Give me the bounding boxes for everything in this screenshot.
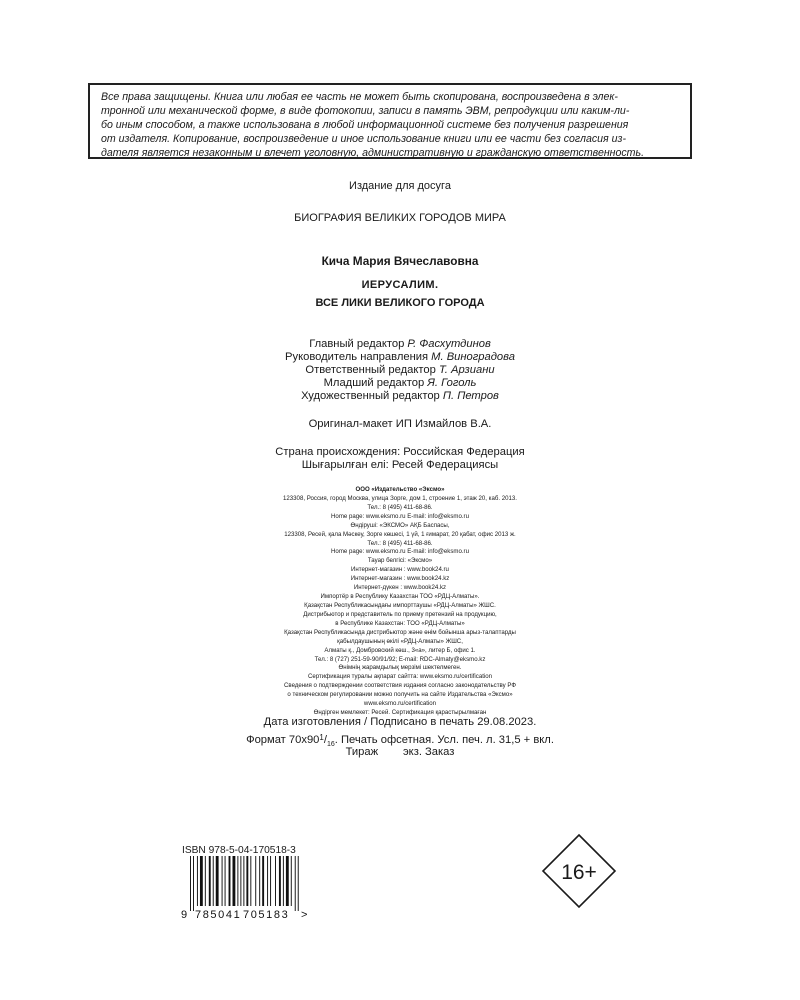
- barcode-digit: 9: [181, 909, 188, 920]
- barcode-bar: [229, 856, 231, 906]
- barcode-bar: [193, 856, 194, 911]
- book-title-line2: ВСЕ ЛИКИ ВЕЛИКОГО ГОРОДА: [315, 297, 485, 309]
- credit-line: [0, 377, 800, 390]
- barcode-bar: [209, 856, 211, 906]
- credit-person: Т. Арзиани: [438, 364, 495, 376]
- credit-role: Руководитель направления: [285, 351, 429, 363]
- barcode-bar: [216, 856, 219, 906]
- barcode-bar: [246, 856, 248, 906]
- format-details: . Печать офсетная. Усл. печ. л. 31,5 + вкл.: [334, 734, 554, 746]
- credit-line: [0, 390, 800, 403]
- format-fraction-numerator: 1: [319, 733, 324, 742]
- barcode-bar: [270, 856, 271, 906]
- imprint-line: Home page: www.eksmo.ru E-mail: info@eksmo.ru: [331, 512, 469, 520]
- print-run: Тираж экз. Заказ: [345, 746, 455, 758]
- barcode-bar: [298, 856, 299, 911]
- editorial-credits: [0, 338, 800, 403]
- barcode-bar: [225, 856, 226, 906]
- imprint-line: www.eksmo.ru/certification: [363, 700, 437, 708]
- credit-person: Я. Гоголь: [427, 377, 477, 389]
- credit-line: [0, 338, 800, 351]
- imprint-line: Home page: www.eksmo.ru E-mail: info@eksmo.ru: [331, 548, 469, 556]
- imprint-line: Импортёр в Республику Казахстан ТОО «РДЦ-Алматы».: [320, 593, 480, 601]
- country-of-origin-ru: Страна происхождения: Российская Федерация: [275, 446, 525, 458]
- publisher-imprint: [0, 486, 800, 718]
- imprint-line: Өнімнің жарамдылық мерзімі шектелмеген.: [338, 664, 462, 672]
- format-prefix: Формат 70х90: [246, 734, 320, 746]
- imprint-line: 123308, Ресей, қала Мәскеу, Зорге көшесі, 1 үй, 1 ғимарат, 20 қабат, офис 2013 ж.: [284, 530, 516, 538]
- credit-line: [0, 351, 800, 364]
- barcode-bar: [259, 856, 260, 906]
- age-rating-label: 16+: [561, 861, 597, 884]
- country-of-origin-kz: Шығарылған елі: Ресей Федерациясы: [301, 459, 499, 471]
- imprint-line: Алматы қ., Домбровский көш., 3«а», литер Б, офис 1.: [324, 646, 476, 654]
- format-fraction-denominator: 16: [326, 741, 335, 748]
- barcode-bar: [213, 856, 214, 906]
- imprint-line: ООО «Издательство «Эксмо»: [355, 486, 445, 493]
- credit-role: Младший редактор: [323, 377, 425, 389]
- barcode-bar: [233, 856, 236, 906]
- barcode-bar: [250, 856, 251, 906]
- imprint-line: Өндірген мемлекет: Ресей. Сертификация қарастырылмаған: [313, 709, 487, 717]
- credit-role: Ответственный редактор: [305, 364, 436, 376]
- imprint-line: Тел.: 8 (727) 251-59-90/91/92; E-mail: RDC-Almaty@eksmo.kz: [314, 655, 486, 663]
- author-name: Кича Мария Вячеславовна: [321, 254, 479, 268]
- edition-type: Издание для досуга: [349, 180, 451, 192]
- barcode-bar: [205, 856, 206, 906]
- barcode-digits-left: 785041: [195, 909, 242, 920]
- credit-role: Главный редактор: [309, 338, 405, 350]
- print-date: Дата изготовления / Подписано в печать 29.08.2023.: [263, 716, 537, 728]
- barcode-bar: [286, 856, 289, 906]
- barcode-bar: [237, 856, 238, 906]
- imprint-line: Тел.: 8 (495) 411-68-86.: [367, 503, 433, 511]
- book-title-line1: ИЕРУСАЛИМ.: [361, 279, 439, 291]
- barcode-bar: [200, 856, 203, 906]
- imprint-line: Сведения о подтверждении соответствия издания согласно законодательству РФ: [284, 682, 516, 690]
- credit-role: Художественный редактор: [301, 390, 440, 402]
- age-rating-badge: [541, 833, 617, 909]
- barcode-bar: [275, 856, 276, 906]
- barcode-bar: [279, 856, 281, 906]
- barcode-bar: [197, 856, 198, 906]
- imprint-line: в Республике Казахстан: ТОО «РДЦ-Алматы»: [335, 619, 465, 627]
- copyright-notice: [88, 83, 692, 159]
- imprint-line: о техническом регулировании можно получить на сайте Издательства «Эксмо»: [287, 691, 513, 699]
- isbn-number: ISBN 978-5-04-170518-3: [182, 845, 296, 856]
- barcode-bar: [295, 856, 296, 911]
- copyright-line: Все права защищены. Книга или любая ее часть не может быть скопирована, воспроизведена в элек-: [101, 91, 618, 103]
- barcode-arrow: >: [301, 909, 308, 920]
- imprint-line: Интернет-магазин : www.book24.kz: [350, 575, 450, 583]
- barcode-digits-right: 705183: [243, 909, 290, 920]
- print-format: Формат $70х90^1/_{16}$. Печать офсетная. Усл. печ. л. 31,5 + вкл.: [246, 733, 554, 748]
- barcode-bar: [262, 856, 264, 906]
- imprint-line: Қазақстан Республикасындағы импорттаушы «РДЦ-Алматы» ЖШС.: [304, 601, 496, 609]
- credit-person: П. Петров: [442, 390, 499, 402]
- credit-person: Р. Фасхутдинов: [407, 338, 491, 350]
- copyright-line: дателя является незаконным и влечет уголовную, административную и гражданскую ответственность.: [101, 147, 645, 160]
- barcode-bar: [283, 856, 284, 906]
- imprint-line: Интернет-дүкен : www.book24.kz: [353, 584, 447, 592]
- barcode-bar: [240, 856, 241, 906]
- credit-line: [0, 364, 800, 377]
- imprint-line: Тел.: 8 (495) 411-68-86.: [367, 539, 433, 547]
- imprint-line: 123308, Россия, город Москва, улица Зорге, дом 1, строение 1, этаж 20, каб. 2013.: [283, 494, 517, 502]
- layout-credit: Оригинал-макет ИП Измайлов В.А.: [308, 418, 492, 430]
- series-name: БИОГРАФИЯ ВЕЛИКИХ ГОРОДОВ МИРА: [294, 212, 506, 224]
- imprint-line: Өндіруші: «ЭКСМО» АҚБ Баспасы,: [350, 521, 450, 529]
- imprint-line: Қазақстан Республикасында дистрибьютор және өнім бойынша арыз-талаптарды: [284, 628, 516, 636]
- barcode-bar: [190, 856, 191, 911]
- barcode-bars: [190, 856, 299, 911]
- copyright-line: тронной или механической форме, в виде фотокопии, записи в память ЭВМ, репродукции или каким-ли-: [101, 105, 630, 118]
- barcode-bar: [291, 856, 292, 906]
- imprint-line: Интернет-магазин : www.book24.ru: [351, 566, 449, 574]
- barcode-bar: [222, 856, 223, 906]
- isbn-barcode: [181, 856, 311, 920]
- copyright-line: от издателя. Копирование, воспроизведение и иное использование книги или ее части без согласия из-: [101, 133, 626, 146]
- copyright-line: бо иным способом, а также использована в любой информационной системе без получения разрешения: [101, 119, 629, 132]
- imprint-line: Тауар белгісі: «Эксмо»: [367, 557, 433, 565]
- barcode-bar: [255, 856, 256, 906]
- imprint-line: қабылдаушының өкілі «РДЦ-Алматы» ЖШС,: [337, 637, 463, 645]
- credit-person: М. Виноградова: [431, 351, 515, 363]
- barcode-bar: [267, 856, 268, 906]
- imprint-line: Сертификация туралы ақпарат сайтта: www.eksmo.ru/certification: [307, 673, 493, 681]
- imprint-line: Дистрибьютор и представитель по приему претензий на продукцию,: [303, 610, 497, 618]
- barcode-bar: [243, 856, 244, 906]
